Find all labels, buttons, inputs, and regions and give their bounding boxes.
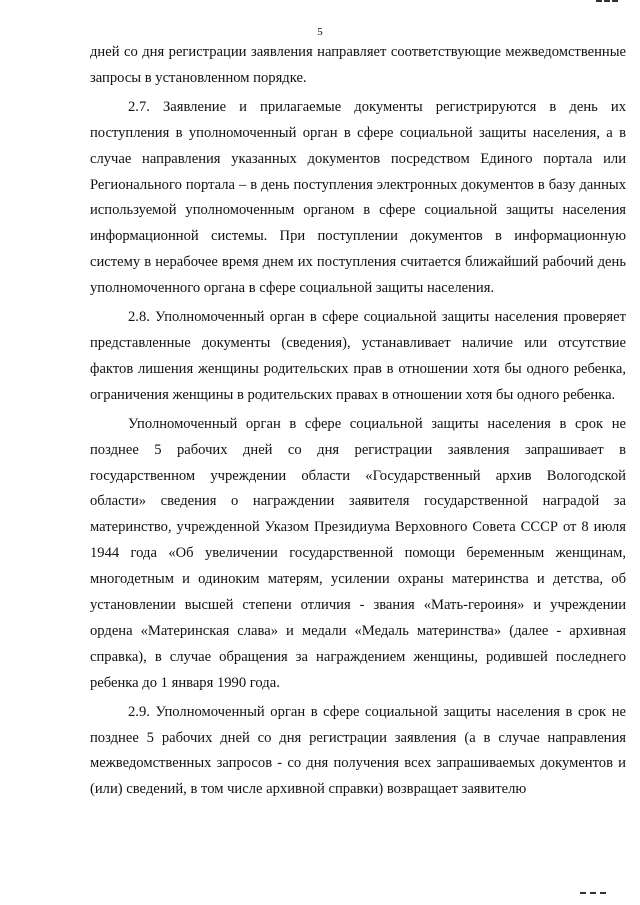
scan-corner-mark bbox=[596, 0, 618, 5]
document-body bbox=[90, 40, 626, 803]
paragraph-2-7: 2.7. Заявление и прилагаемые документы регистрируются в день их поступления в уполномоченный орган в сфере социальной защиты населения, а в случае направления указанных документов посредством Единого портала или Регионального портала – в день поступления электронных документов в базу данных используемой уполномоченным органом в сфере социальной защиты населения информационной системы. При поступлении документов в информационную систему в нерабочее время днем их поступления считается ближайший рабочий день уполномоченного органа в сфере социальной защиты населения. bbox=[90, 98, 626, 297]
paragraph-2-9: 2.9. Уполномоченный орган в сфере социальной защиты населения в срок не позднее 5 рабочих дней со дня регистрации заявления (а в случае направления межведомственных запросов - со дня получения всех запрашиваемых документов и (или) сведений, в том числе архивной справки) возвращает заявителю bbox=[90, 703, 626, 798]
paragraph-2-8: 2.8. Уполномоченный орган в сфере социальной защиты населения проверяет представленные документы (сведения), устанавливает наличие или отсутствие фактов лишения женщины родительских прав в отношении хотя бы одного ребенка, ограничения женщины в родительских правах в отношении хотя бы одного ребенка. bbox=[90, 309, 626, 403]
paragraph-archive-request: Уполномоченный орган в сфере социальной защиты населения в срок не позднее 5 рабочих дней со дня регистрации заявления запрашивает в государственном учреждении области «Государственный архив Вологодской области» сведения о награждении заявителя государственной наградой за материнство, учрежденной Указом Президиума Верховного Совета СССР от 8 июля 1944 года «Об увеличении государственной помощи беременным женщинам, многодетным и одиноким матерям, усилении охраны материнства и детства, об установлении высшей степени отличия - звания «Мать-героиня» и учреждении ордена «Материнская слава» и медали «Медаль материнства» (далее - архивная справка), в случае обращения за награждением женщины, родившей последнего ребенка до 1 января 1990 года. bbox=[90, 415, 626, 691]
scan-corner-mark-bottom bbox=[580, 892, 606, 897]
page-number: 5 bbox=[317, 26, 323, 38]
paragraph-continuation: дней со дня регистрации заявления направляет соответствующие межведомственные запросы в установленном порядке. bbox=[90, 44, 626, 86]
